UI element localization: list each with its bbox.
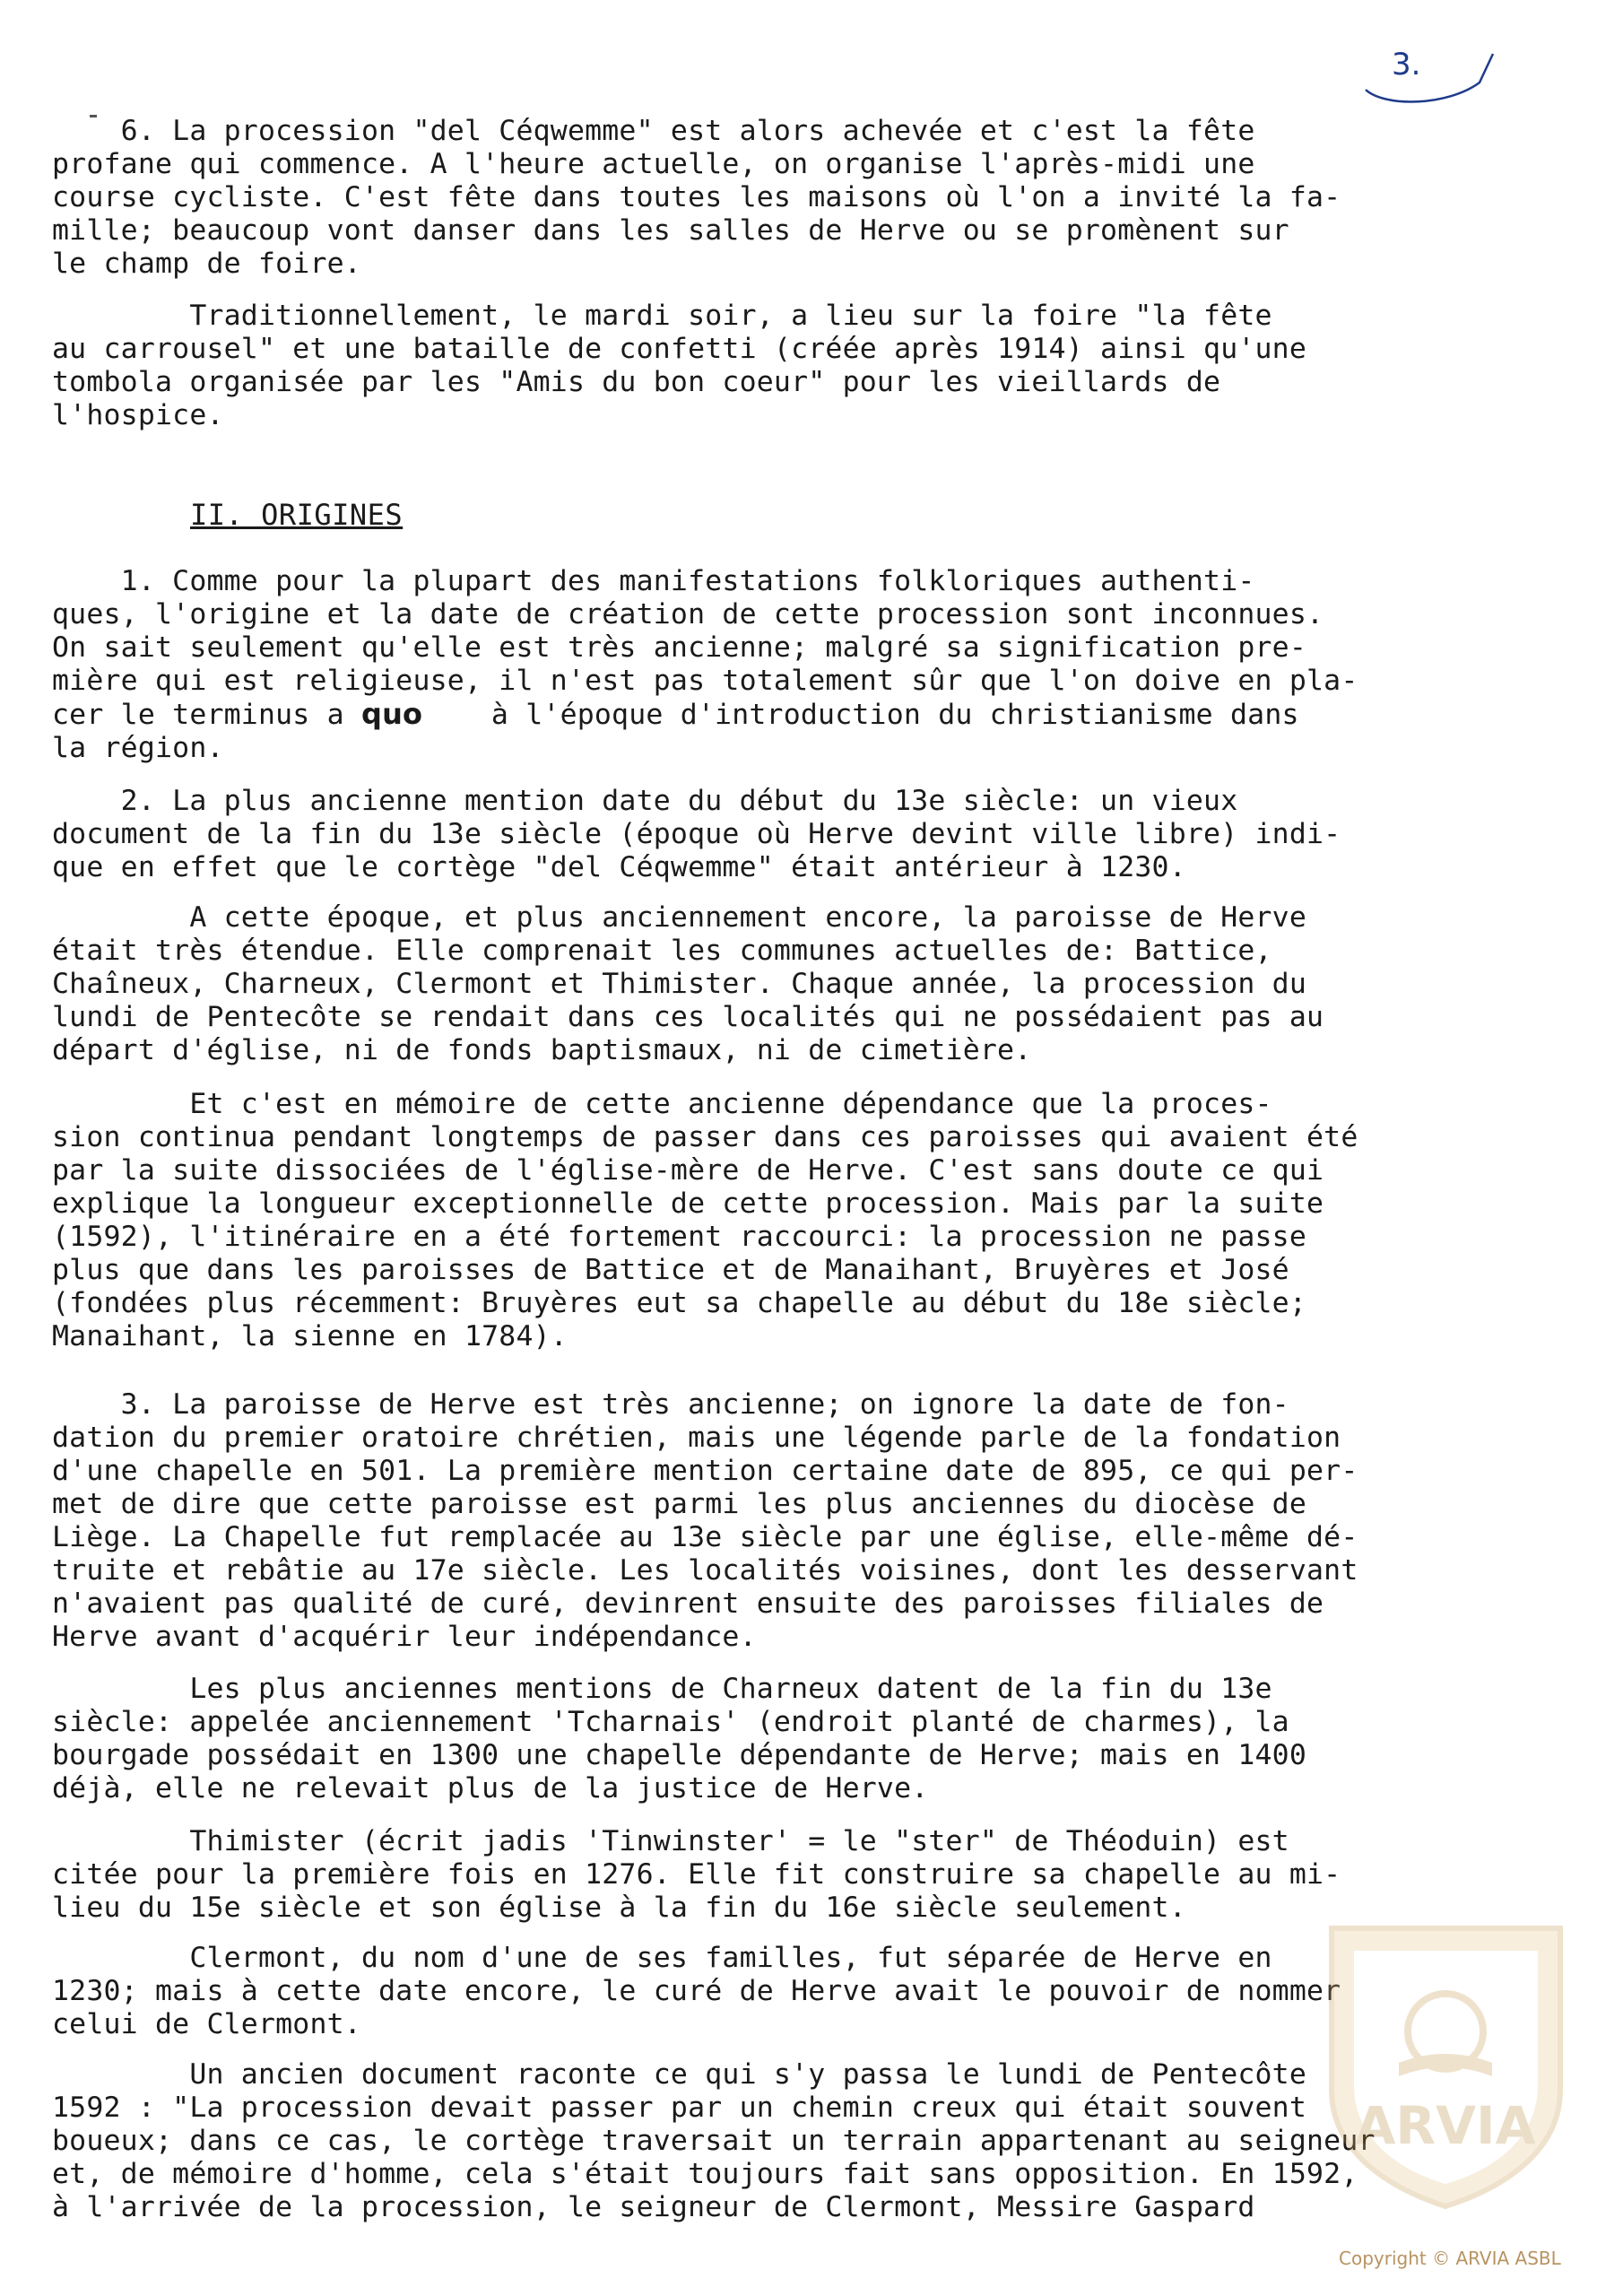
text-line: document de la fin du 13e siècle (époque où Herve devint ville libre) indi- [52,818,1341,850]
paragraph-paroisse-etendue [52,901,1576,1067]
text-line: siècle: appelée anciennement 'Tcharnais' (endroit planté de charmes), la [52,1706,1289,1738]
page-number: 3. [1392,47,1421,83]
text-line: lundi de Pentecôte se rendait dans ces localités qui ne possédaient pas au [52,1001,1324,1033]
text-line: Les plus anciennes mentions de Charneux datent de la fin du 13e [52,1673,1272,1705]
text-line: A cette époque, et plus anciennement encore, la paroisse de Herve [52,901,1307,934]
text-line: Thimister (écrit jadis 'Tinwinster' = le "ster" de Théoduin) est [52,1825,1289,1857]
text-line: boueux; dans ce cas, le cortège traversait un terrain appartenant au seigneur [52,2125,1376,2157]
text-line: mière qui est religieuse, il n'est pas totalement sûr que l'on doive en pla- [52,665,1358,697]
text-line: à l'arrivée de la procession, le seigneur de Clermont, Messire Gaspard [52,2191,1255,2223]
text-line: tombola organisée par les "Amis du bon coeur" pour les vieillards de [52,366,1221,398]
text-line: Liège. La Chapelle fut remplacée au 13e siècle par une église, elle-même dé- [52,1521,1358,1553]
text-line: truite et rebâtie au 17e siècle. Les localités voisines, dont les desservant [52,1554,1358,1587]
paragraph-3-paroisse-herve [52,1388,1576,1654]
text-line: par la suite dissociées de l'église-mère de Herve. C'est sans doute ce qui [52,1154,1324,1187]
text-line: 1592 : "La procession devait passer par un chemin creux qui était souvent [52,2092,1307,2124]
text-line: n'avaient pas qualité de curé, devinrent ensuite des paroisses filiales de [52,1587,1324,1620]
text-line: cer le terminus a quo à l'époque d'introduction du christianisme dans [52,697,1299,731]
text-line: dation du premier oratoire chrétien, mais une légende parle de la fondation [52,1422,1341,1454]
text-line: Chaîneux, Charneux, Clermont et Thimister. Chaque année, la procession du [52,968,1307,1000]
text-line: 3. La paroisse de Herve est très ancienne; on ignore la date de fon- [52,1388,1289,1421]
text-line: Herve avant d'acquérir leur indépendance. [52,1621,757,1653]
text-line: profane qui commence. A l'heure actuelle, on organise l'après-midi une [52,148,1255,180]
text-line: lieu du 15e siècle et son église à la fin du 16e siècle seulement. [52,1892,1186,1924]
svg-text:ARVIA: ARVIA [1355,2095,1536,2156]
text-line: Un ancien document raconte ce qui s'y passa le lundi de Pentecôte [52,2058,1307,2091]
text-line: 1230; mais à cette date encore, le curé de Herve avait le pouvoir de nommer [52,1975,1341,2007]
text-line: bourgade possédait en 1300 une chapelle dépendante de Herve; mais en 1400 [52,1739,1307,1771]
text-line: déjà, elle ne relevait plus de la justice de Herve. [52,1772,929,1805]
text-line: le champ de foire. [52,248,361,280]
handwritten-insert: quo [360,697,423,731]
text-line: course cycliste. C'est fête dans toutes les maisons où l'on a invité la fa- [52,181,1341,213]
text-line: ques, l'origine et la date de création de cette procession sont inconnues. [52,598,1324,631]
text-line: 2. La plus ancienne mention date du début du 13e siècle: un vieux [52,785,1238,817]
text-line: était très étendue. Elle comprenait les communes actuelles de: Battice, [52,935,1272,967]
arvia-watermark-shield-icon [1323,1910,1569,2211]
text-line: (1592), l'itinéraire en a été fortement raccourci: la procession ne passe [52,1221,1307,1253]
text-line: 1. Comme pour la plupart des manifestations folkloriques authenti- [52,565,1255,597]
text-line: l'hospice. [52,399,224,431]
text-line: plus que dans les paroisses de Battice et de Manaihant, Bruyères et José [52,1254,1289,1286]
paragraph-dependance [52,1088,1576,1353]
text-line: sion continua pendant longtemps de passer dans ces paroisses qui avaient été [52,1121,1358,1153]
page-number-circle-mark [1358,47,1502,109]
paragraph-6-fete-profane [52,115,1576,281]
text-line: et, de mémoire d'homme, cela s'était toujours fait sans opposition. En 1592, [52,2158,1358,2190]
text-line: au carrousel" et une bataille de confetti (créée après 1914) ainsi qu'une [52,333,1307,365]
text-line: mille; beaucoup vont danser dans les salles de Herve ou se promènent sur [52,214,1289,247]
text-line: Clermont, du nom d'une de ses familles, fut séparée de Herve en [52,1942,1272,1974]
text-line: met de dire que cette paroisse est parmi les plus anciennes du diocèse de [52,1488,1307,1520]
paragraph-2-mention [52,785,1576,884]
text-line: (fondées plus récemment: Bruyères eut sa chapelle au début du 18e siècle; [52,1287,1307,1319]
text-line: 6. La procession "del Céqwemme" est alors achevée et c'est la fête [52,115,1255,147]
text-line: explique la longueur exceptionnelle de cette procession. Mais par la suite [52,1187,1324,1220]
text-line: On sait seulement qu'elle est très ancienne; malgré sa signification pre- [52,631,1307,664]
text-line: celui de Clermont. [52,2008,361,2040]
section-heading: II. ORIGINES [190,498,404,532]
text-line: Et c'est en mémoire de cette ancienne dépendance que la proces- [52,1088,1272,1120]
text-line: d'une chapelle en 501. La première mention certaine date de 895, ce qui per- [52,1455,1358,1487]
text-line: la région. [52,732,224,764]
paragraph-traditionnellement [52,300,1576,432]
text-line: Traditionnellement, le mardi soir, a lieu sur la foire "la fête [52,300,1272,332]
copyright-notice: Copyright © ARVIA ASBL [1339,2248,1561,2269]
text-line: Manaihant, la sienne en 1784). [52,1320,568,1352]
paragraph-charneux [52,1673,1576,1805]
text-line: départ d'église, ni de fonds baptismaux, ni de cimetière. [52,1034,1032,1066]
text-line: citée pour la première fois en 1276. Elle fit construire sa chapelle au mi- [52,1858,1341,1891]
paragraph-1-origine [52,565,1576,765]
text-line: que en effet que le cortège "del Céqwemme" était antérieur à 1230. [52,851,1186,883]
